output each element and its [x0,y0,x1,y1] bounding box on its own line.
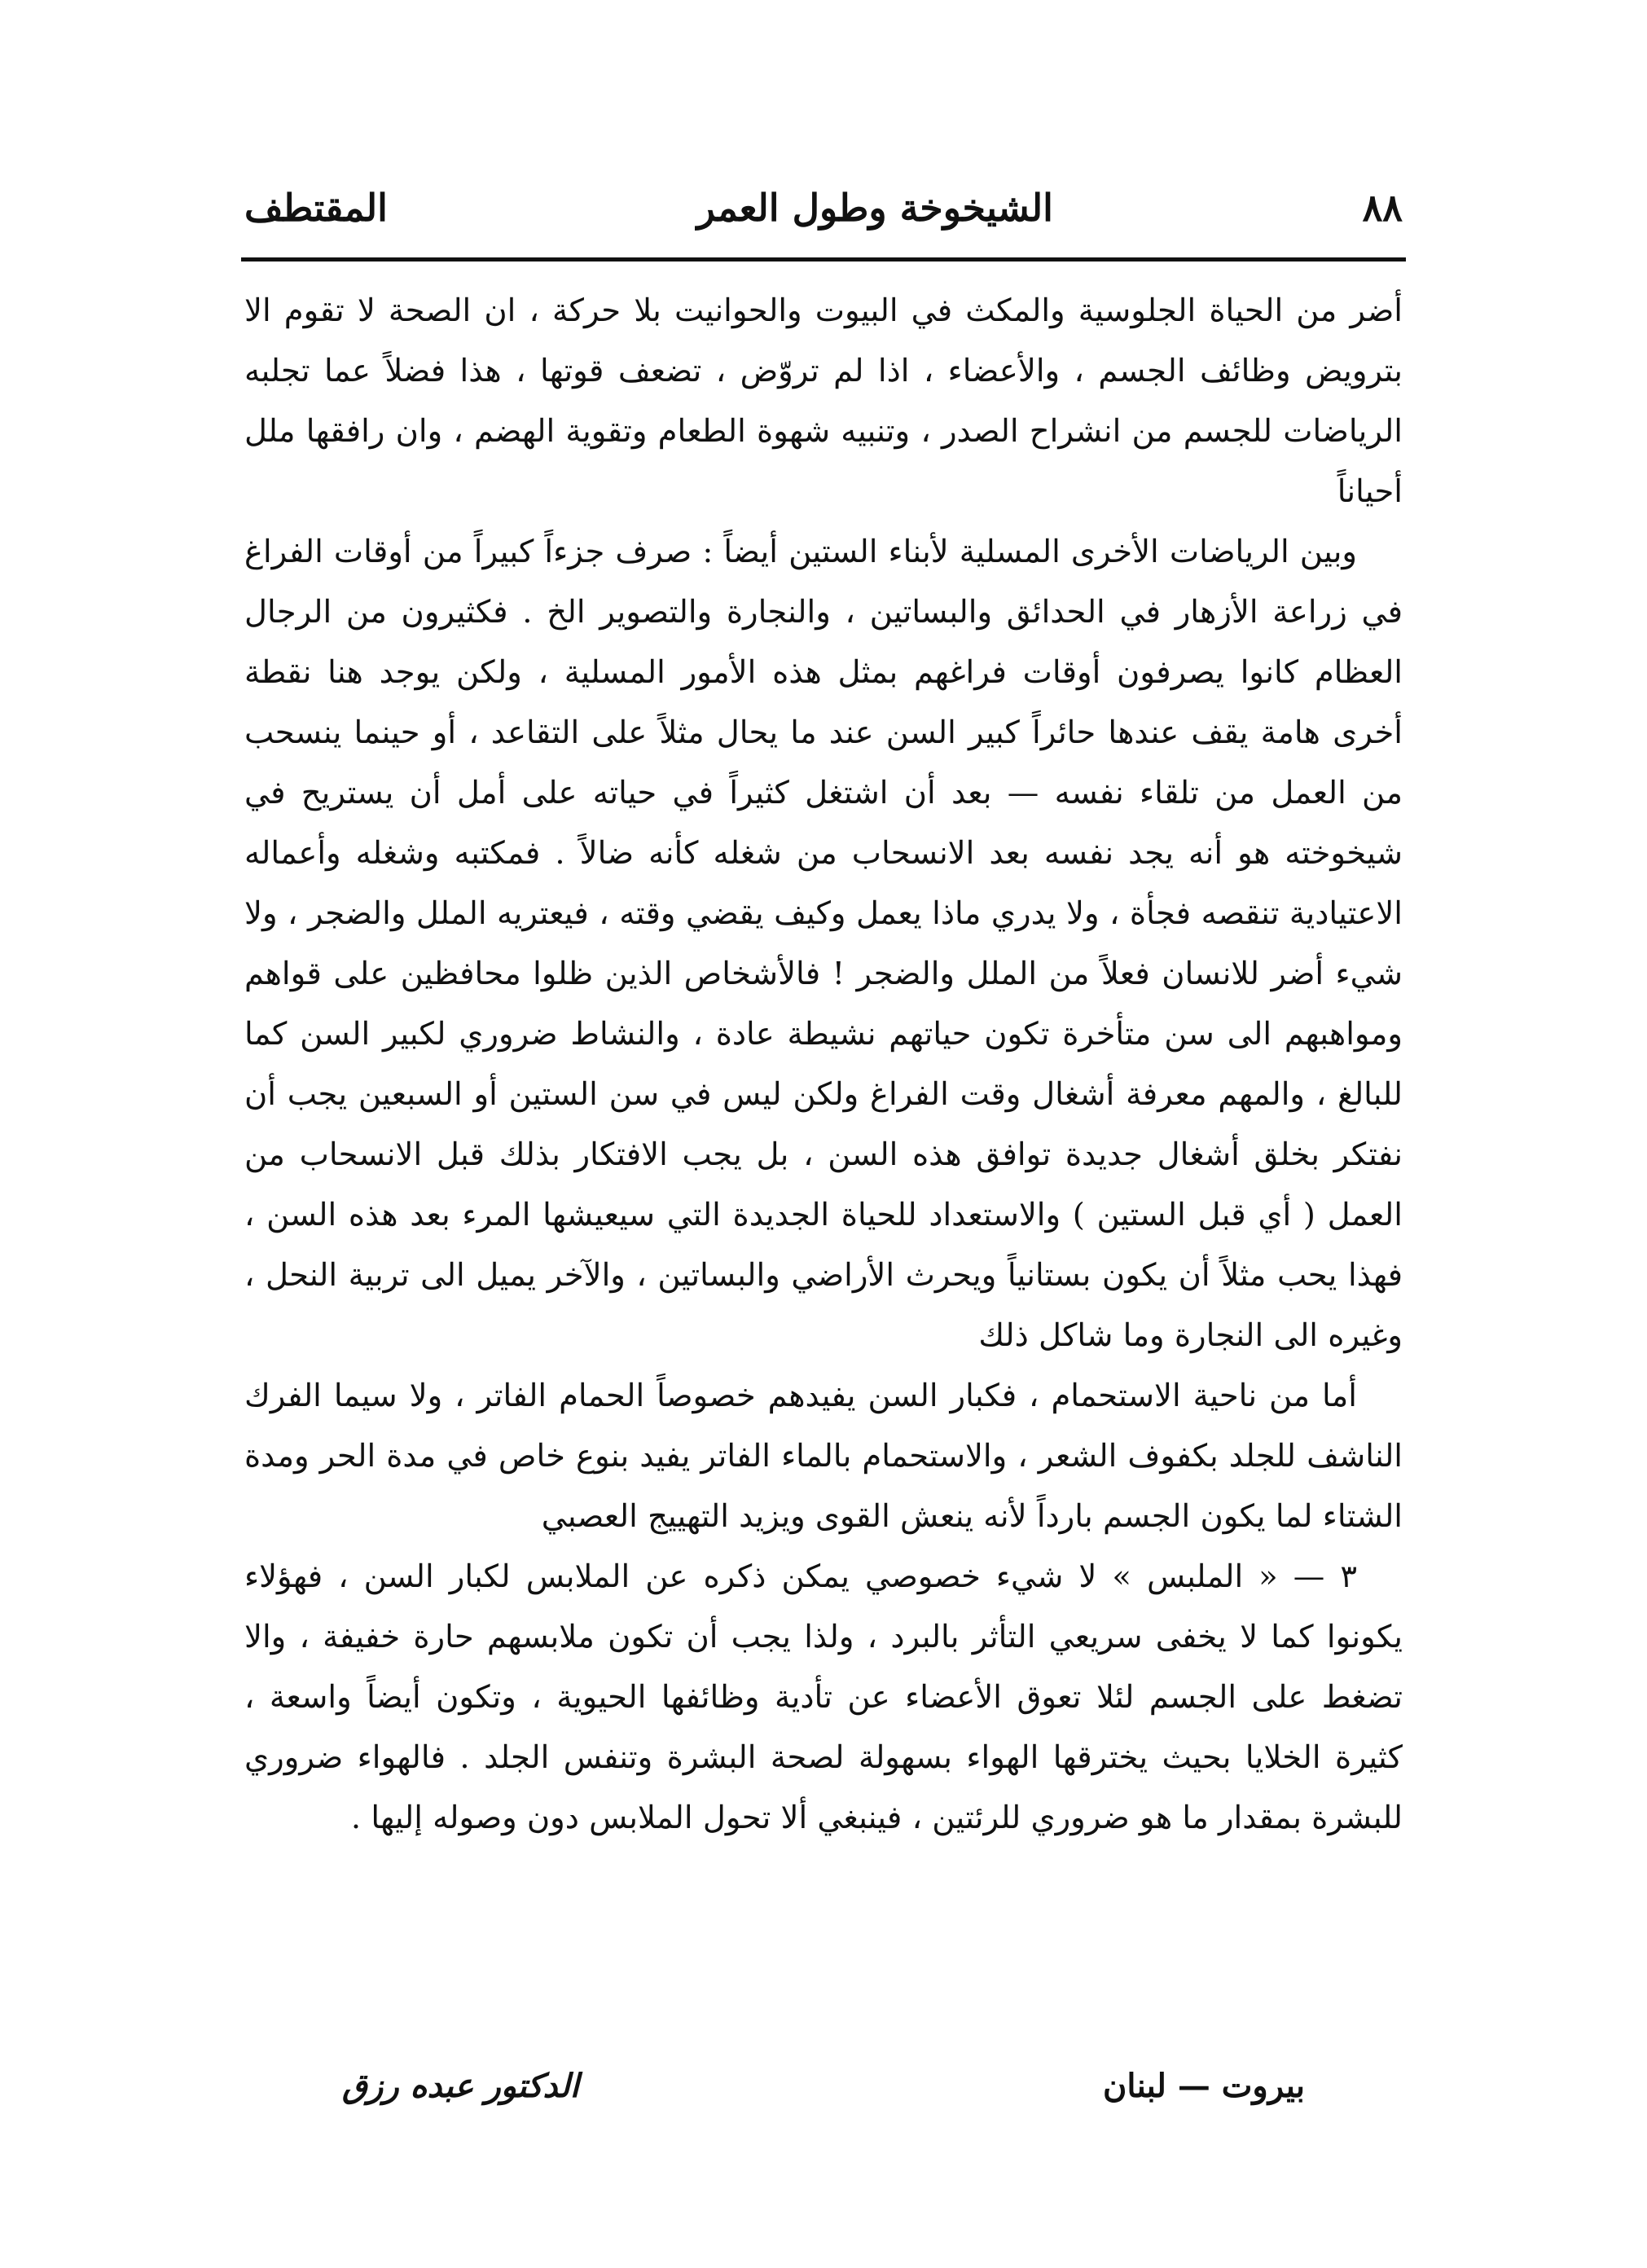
footer-location: بيروت — لبنان [1103,2066,1305,2105]
page-header [244,171,1403,244]
paragraph-3: أما من ناحية الاستحمام ، فكبار السن يفيدهم خصوصاً الحمام الفاتر ، ولا سيما الفرك الناشف للجلد بكفوف الشعر ، والاستحمام بالماء الفاتر يفيد بنوع خاص في مدة الحر ومدة الشتاء لما يكون الجسم بارداً لأنه ينعش القوى ويزيد التهييج العصبي [244,1378,1403,1535]
paragraph-4: ٣ — « الملبس » لا شيء خصوصي يمكن ذكره عن الملابس لكبار السن ، فهؤلاء يكونوا كما لا يخفى سريعي التأثر بالبرد ، ولذا يجب أن تكون ملابسهم حارة خفيفة ، والا تضغط على الجسم لئلا تعوق الأعضاء عن تأدية وظائفها الحيوية ، وتكون أيضاً واسعة ، كثيرة الخلايا بحيث يخترقها الهواء بسهولة لصحة البشرة وتنفس الجلد . فالهواء ضروري للبشرة بمقدار ما هو ضروري للرئتين ، فينبغي ألا تحول الملابس دون وصوله إليها . [244,1558,1403,1836]
header-rule [241,257,1406,262]
paragraph-2: وبين الرياضات الأخرى المسلية لأبناء الستين أيضاً : صرف جزءاً كبيراً من أوقات الفراغ في زراعة الأزهار في الحدائق والبساتين ، والنجارة والتصوير الخ . فكثيرون من الرجال العظام كانوا يصرفون أوقات فراغهم بمثل هذه الأمور المسلية ، ولكن يوجد هنا نقطة أخرى هامة يقف عندها حائراً كبير السن عند ما يحال مثلاً على التقاعد ، أو حينما ينسحب من العمل من تلقاء نفسه — بعد أن اشتغل كثيراً في حياته على أمل أن يستريح في شيخوخته هو أنه يجد نفسه بعد الانسحاب من شغله كأنه ضالاً . فمكتبه وشغله وأعماله الاعتيادية تنقصه فجأة ، ولا يدري ماذا يعمل وكيف يقضي وقته ، فيعتريه الملل والضجر ، ولا شيء أضر للانسان فعلاً من الملل والضجر ! فالأشخاص الذين ظلوا محافظين على قواهم ومواهبهم الى سن متأخرة تكون حياتهم نشيطة عادة ، والنشاط ضروري لكبير السن كما للبالغ ، والمهم معرفة أشغال وقت الفراغ ولكن ليس في سن الستين أو السبعين يجب أن نفتكر بخلق أشغال جديدة توافق هذه السن ، بل يجب الافتكار بذلك قبل الانسحاب من العمل ( أي قبل الستين ) والاستعداد للحياة الجديدة التي سيعيشها المرء بعد هذه السن ، فهذا يحب مثلاً أن يكون بستانياً ويحرث الأراضي والبساتين ، والآخر يميل الى تربية النحل ، وغيره الى النجارة وما شاكل ذلك [244,534,1403,1354]
page-footer [342,2057,1305,2114]
paragraph-1: أضر من الحياة الجلوسية والمكث في البيوت والحوانيت بلا حركة ، ان الصحة لا تقوم الا بترويض وظائف الجسم ، والأعضاء ، اذا لم تروّض ، تضعف قوتها ، هذا فضلاً عما تجلبه الرياضات للجسم من انشراح الصدر ، وتنبيه شهوة الطعام وتقوية الهضم ، وان رافقها ملل أحياناً [244,292,1403,510]
article-body [244,281,1403,1848]
author-signature: الدكتور عبده رزق [342,2066,579,2105]
journal-name: المقتطف [244,186,388,230]
page-number: ٨٨ [1362,186,1403,230]
article-title: الشيخوخة وطول العمر [696,186,1053,230]
